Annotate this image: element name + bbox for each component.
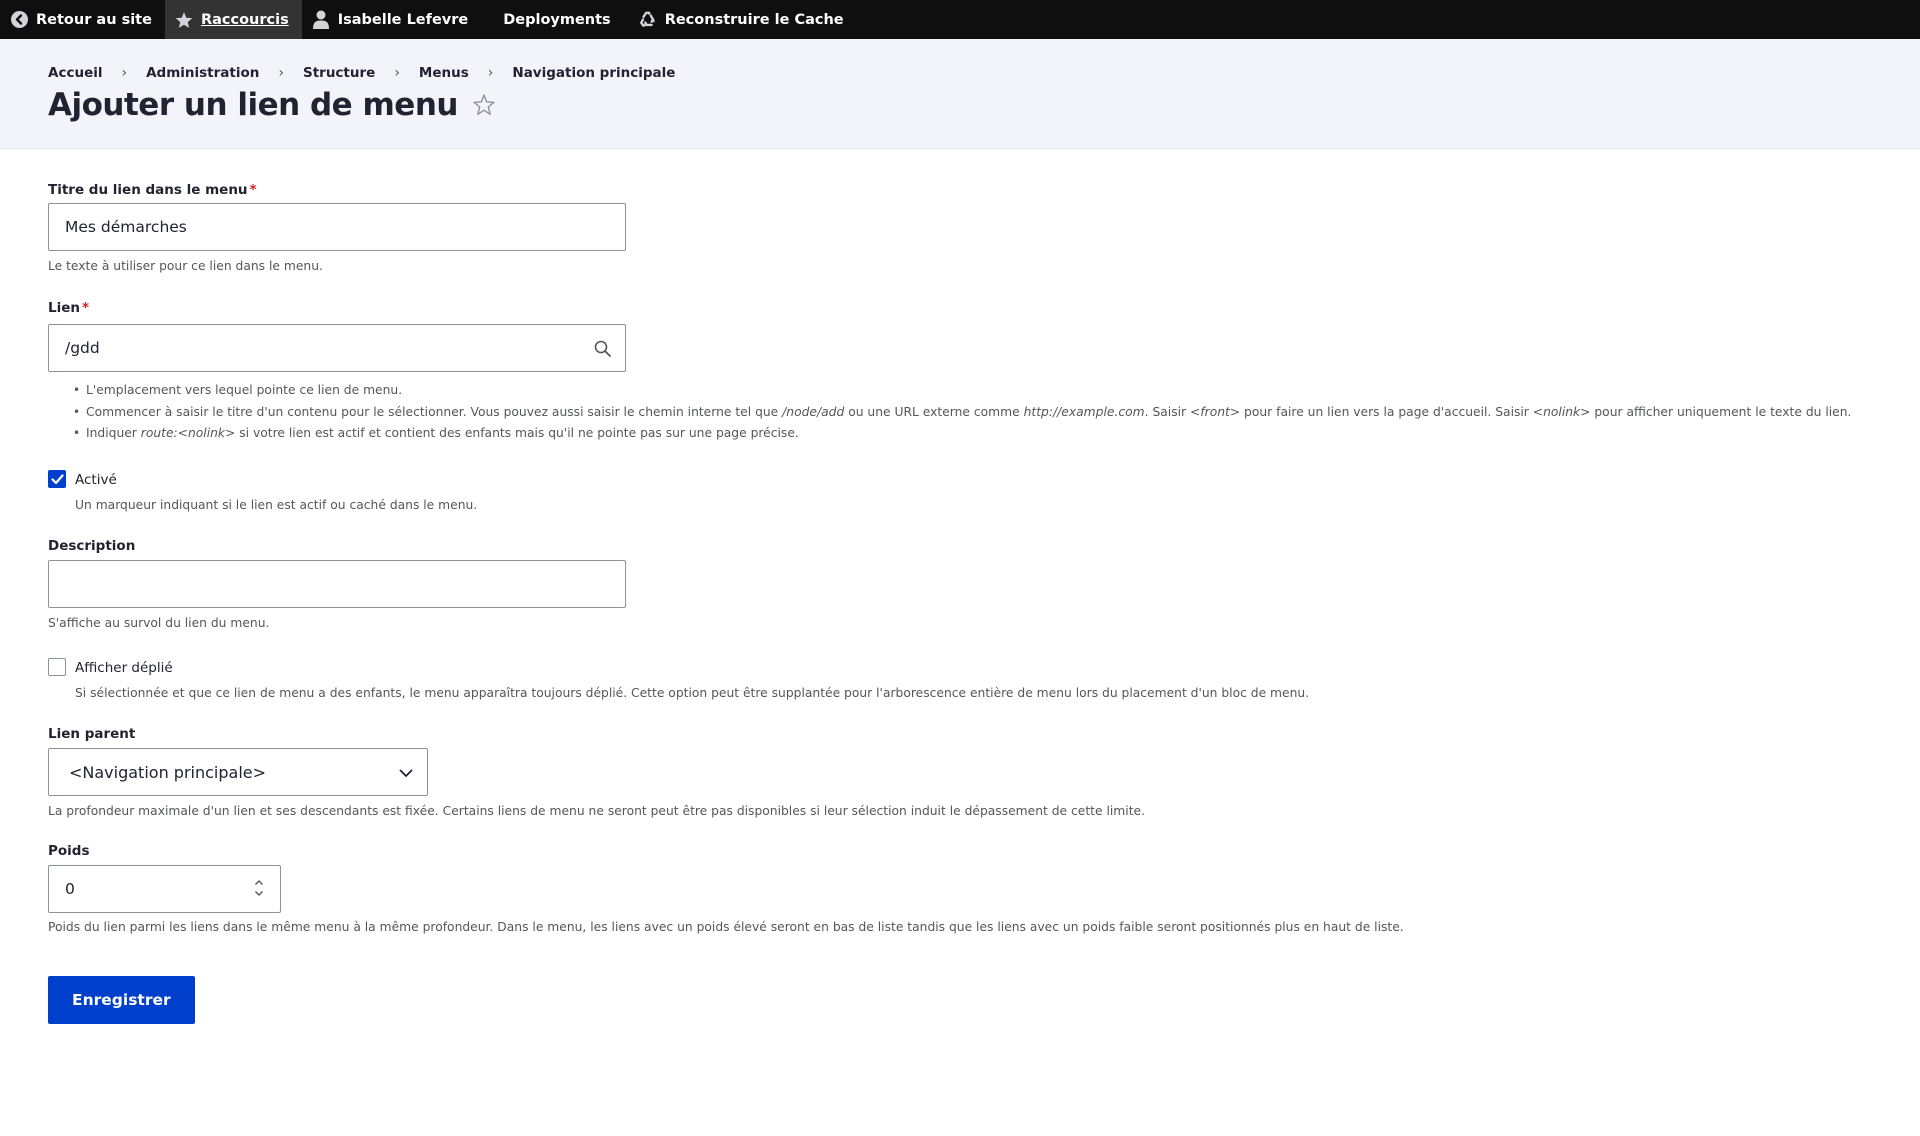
back-to-site-link[interactable]: [0, 0, 165, 39]
link-help-text: . Saisir: [1144, 404, 1190, 419]
search-icon[interactable]: [594, 340, 611, 361]
breadcrumb-separator: ›: [394, 65, 400, 81]
star-outline-icon[interactable]: [472, 93, 496, 117]
link-help-text: Commencer à saisir le titre d'un contenu pour le sélectionner. Vous pouvez aussi saisir le chemin interne tel que: [86, 404, 783, 419]
enabled-checkbox[interactable]: [48, 470, 66, 488]
title-field-label: [48, 182, 257, 198]
page-title: [48, 87, 496, 123]
description-input[interactable]: [48, 560, 626, 608]
link-help-list: [73, 380, 1851, 445]
link-input[interactable]: [48, 324, 626, 372]
breadcrumb-accueil[interactable]: Accueil: [48, 65, 103, 81]
rebuild-cache-label: Reconstruire le Cache: [664, 11, 844, 28]
link-help-code: /node/add: [782, 404, 845, 419]
parent-field-label: Lien parent: [48, 726, 136, 742]
user-tab[interactable]: [302, 0, 482, 39]
list-item: [73, 423, 1851, 445]
expanded-checkbox[interactable]: [48, 658, 66, 676]
chevron-left-circle-icon: [10, 11, 28, 29]
page-title-text: Ajouter un lien de menu: [48, 87, 458, 123]
star-icon: [175, 11, 193, 29]
weight-stepper[interactable]: [251, 879, 267, 897]
back-to-site-label: Retour au site: [36, 11, 152, 28]
list-item: [73, 380, 1851, 402]
description-field-description: S'affiche au survol du lien du menu.: [48, 616, 270, 630]
parent-select-value: <Navigation principale>: [69, 762, 267, 782]
breadcrumb-separator: ›: [278, 65, 284, 81]
checkmark-icon: [51, 474, 64, 485]
user-icon: [312, 11, 330, 29]
rebuild-cache-tab[interactable]: [629, 0, 857, 39]
link-help-text: pour afficher uniquement le texte du lien.: [1590, 404, 1852, 419]
link-help-code: <nolink>: [1532, 404, 1591, 419]
weight-field-description: Poids du lien parmi les liens dans le même menu à la même profondeur. Dans le menu, les liens avec un poids élevé seront en bas de liste tandis que les liens avec un poids faible seront positionnés plus en haut de liste.: [48, 920, 1404, 934]
weight-input[interactable]: [48, 865, 281, 913]
deployments-tab[interactable]: [481, 0, 628, 39]
breadcrumb-separator: ›: [121, 65, 128, 81]
save-button[interactable]: Enregistrer: [48, 976, 195, 1024]
weight-field-label: Poids: [48, 843, 90, 859]
breadcrumb-administration[interactable]: Administration: [146, 65, 260, 81]
chevron-down-icon: [399, 765, 413, 784]
parent-select[interactable]: [48, 748, 428, 796]
breadcrumb-navigation-principale[interactable]: Navigation principale: [512, 65, 676, 81]
link-help-text: si votre lien est actif et contient des enfants mais qu'il ne pointe pas sur une page précise.: [235, 426, 799, 440]
spin-down-icon[interactable]: [254, 890, 264, 897]
recycle-icon: [639, 11, 657, 29]
page-header: [0, 39, 1920, 149]
link-field-label: [48, 300, 89, 316]
expanded-label[interactable]: Afficher déplié: [75, 660, 173, 676]
title-field-label-text: Titre du lien dans le menu: [48, 182, 248, 198]
expanded-description: Si sélectionnée et que ce lien de menu a des enfants, le menu apparaîtra toujours déplié. Cette option peut être supplantée pour l'arborescence entière de menu lors du placement d'un bloc de menu.: [75, 686, 1310, 700]
breadcrumb-menus[interactable]: Menus: [418, 65, 469, 81]
title-input[interactable]: [48, 203, 626, 251]
enabled-label[interactable]: Activé: [75, 472, 117, 488]
breadcrumb: [48, 65, 675, 81]
required-marker: *: [249, 182, 257, 198]
breadcrumb-structure[interactable]: Structure: [302, 65, 376, 81]
list-item: [73, 402, 1851, 424]
link-help-text: Indiquer: [86, 426, 141, 440]
spin-up-icon[interactable]: [254, 879, 264, 886]
shortcuts-label: Raccourcis: [200, 11, 289, 28]
parent-field-description: La profondeur maximale d'un lien et ses descendants est fixée. Certains liens de menu ne seront peut être pas disponibles si leur sélection induit le dépassement de cette limite.: [48, 804, 1145, 818]
link-help-code: route:<nolink>: [140, 426, 236, 440]
shortcuts-tab[interactable]: [165, 0, 302, 39]
link-help-code: http://example.com: [1023, 404, 1145, 419]
enabled-description: Un marqueur indiquant si le lien est actif ou caché dans le menu.: [75, 498, 478, 512]
admin-toolbar: [0, 0, 1920, 39]
user-label: Isabelle Lefevre: [337, 11, 469, 28]
breadcrumb-separator: ›: [487, 65, 494, 81]
deployments-label: Deployments: [503, 11, 611, 28]
link-help-text: L'emplacement vers lequel pointe ce lien de menu.: [86, 383, 403, 397]
description-field-label: Description: [48, 538, 136, 554]
weight-field-wrapper: [48, 865, 281, 913]
link-field-label-text: Lien: [48, 300, 80, 316]
link-help-text: pour faire un lien vers la page d'accueil. Saisir: [1240, 404, 1533, 419]
link-help-code: <front>: [1190, 404, 1241, 419]
title-field-description: Le texte à utiliser pour ce lien dans le menu.: [48, 259, 323, 273]
link-help-text: ou une URL externe comme: [844, 404, 1024, 419]
required-marker: *: [82, 300, 90, 316]
